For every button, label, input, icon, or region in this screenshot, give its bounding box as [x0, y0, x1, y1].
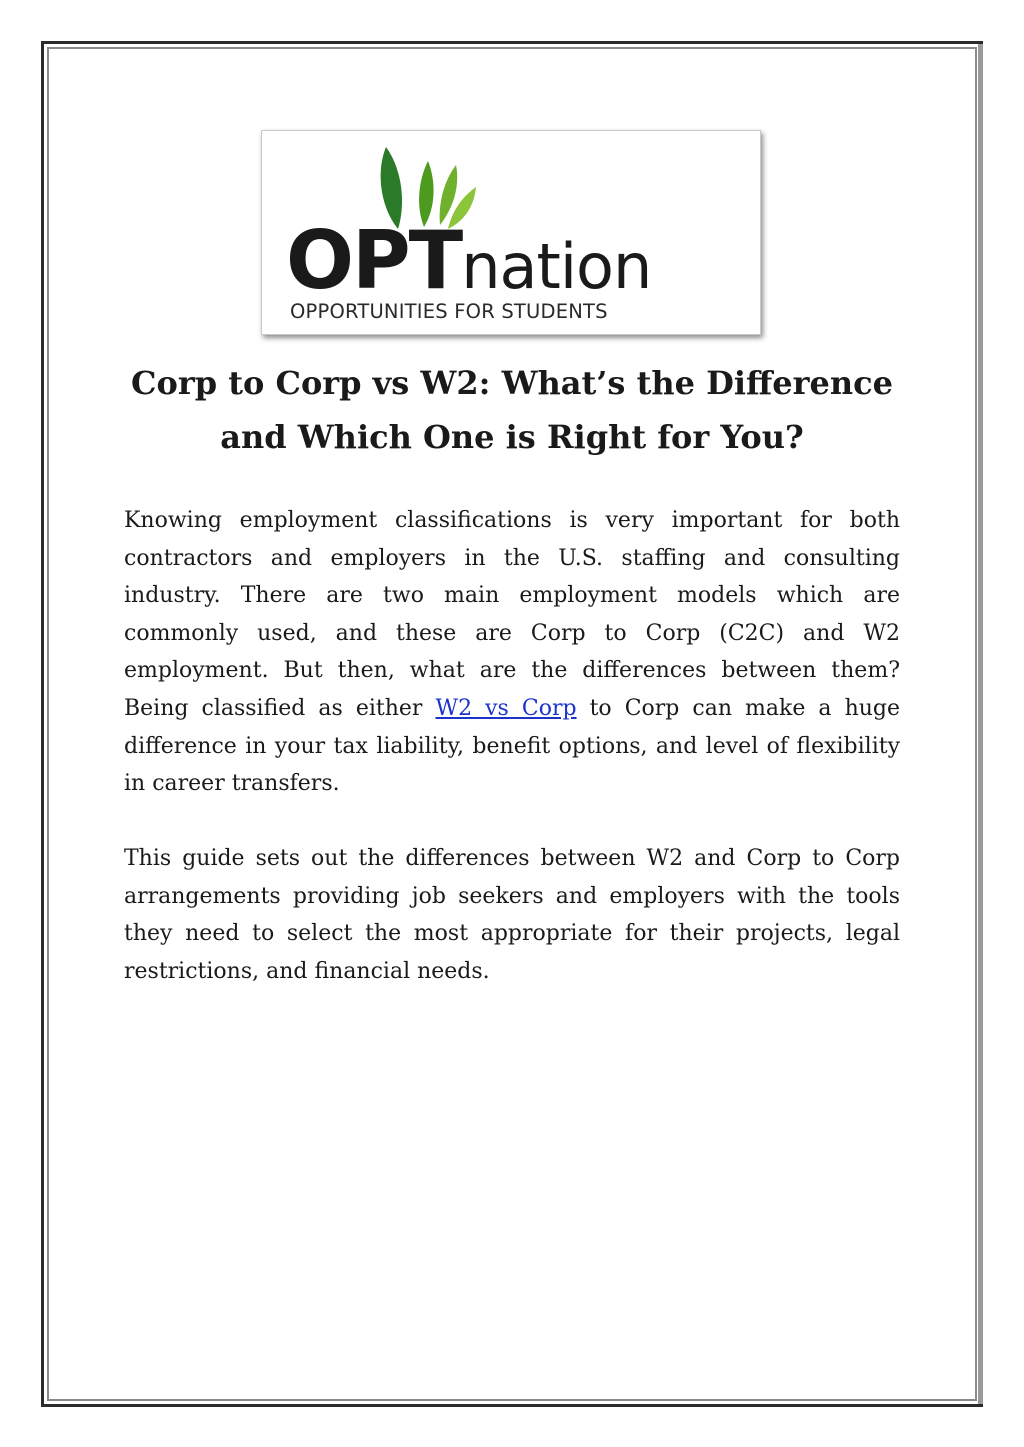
- logo-wordmark: [286, 214, 746, 307]
- intro-text-end: to Corp can make a huge difference in your tax liability, benefit options, and level of flexibility in career transfers.: [124, 695, 901, 797]
- logo-brand-bold: OPT: [286, 214, 462, 307]
- intro-paragraph: [124, 502, 900, 803]
- logo-brand-light: nation: [461, 230, 652, 303]
- logo-tagline: OPPORTUNITIES FOR STUDENTS: [290, 300, 608, 323]
- optnation-logo: [261, 130, 761, 335]
- guide-paragraph: This guide sets out the differences between W2 and Corp to Corp arrangements providing job seekers and employers with the tools they need to select the most appropriate for their projects, legal restrictions, and financial needs.: [124, 846, 900, 984]
- article-title: Corp to Corp vs W2: What’s the Difference and Which One is Right for You?: [131, 364, 893, 456]
- w2-vs-corp-link[interactable]: W2 vs Corp: [435, 695, 577, 721]
- intro-text-start: Knowing employment classifications is very important for both contractors and employers in the U.S. staffing and consulting industry. There are two main employment models which are commonly used, and these are Corp to Corp (C2C) and W2 employment. But then, what are the differences between them? Being classified as either: [124, 508, 900, 721]
